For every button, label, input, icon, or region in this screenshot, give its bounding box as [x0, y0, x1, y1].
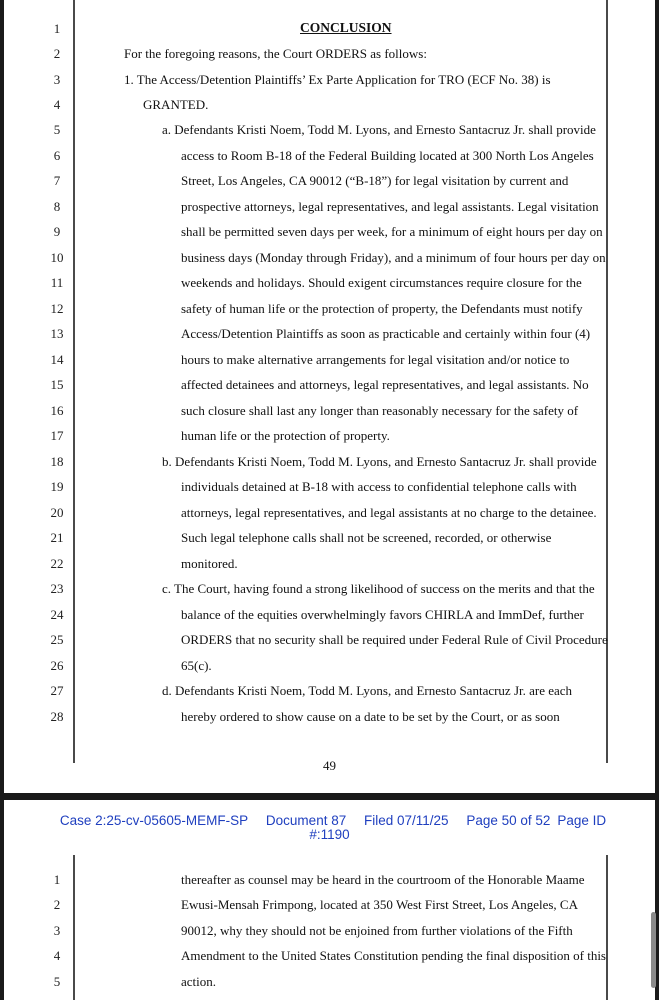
- text-line: c. The Court, having found a strong likelihood of success on the merits and that the: [162, 581, 595, 596]
- line-number: 12: [50, 301, 64, 316]
- text-line: 65(c).: [181, 658, 212, 673]
- text-line: individuals detained at B-18 with access to confidential telephone calls with: [181, 479, 577, 494]
- line-number: 1: [53, 21, 61, 36]
- ecf-filing-header: [4, 814, 655, 842]
- text-line: b. Defendants Kristi Noem, Todd M. Lyons, and Ernesto Santacruz Jr. shall provide: [162, 454, 597, 469]
- text-line: For the foregoing reasons, the Court ORDERS as follows:: [124, 46, 427, 61]
- text-line: weekends and holidays. Should exigent circumstances require closure for the: [181, 275, 582, 290]
- line-number: 3: [53, 72, 61, 87]
- text-line: balance of the equities overwhelmingly favors CHIRLA and ImmDef, further: [181, 607, 584, 622]
- line-number: 10: [50, 250, 64, 265]
- document-page-49: [4, 0, 655, 793]
- text-line: d. Defendants Kristi Noem, Todd M. Lyons, and Ernesto Santacruz Jr. are each: [162, 683, 573, 698]
- line-number: 4: [53, 948, 61, 963]
- line-number: 14: [50, 352, 64, 367]
- text-line: business days (Monday through Friday), and a minimum of four hours per day on: [181, 250, 606, 265]
- left-margin-rule: [73, 855, 75, 1000]
- text-line: a. Defendants Kristi Noem, Todd M. Lyons, and Ernesto Santacruz Jr. shall provide: [162, 122, 596, 137]
- line-number: 4: [53, 97, 61, 112]
- line-number: 26: [50, 658, 64, 673]
- right-margin-rule: [606, 0, 608, 763]
- text-line: human life or the protection of property.: [181, 428, 390, 443]
- text-line: action.: [181, 974, 217, 989]
- line-number: 9: [53, 224, 61, 239]
- line-number: 5: [53, 122, 61, 137]
- filed-date: Filed 07/11/25: [363, 813, 449, 828]
- text-line: attorneys, legal representatives, and legal assistants at no charge to the detainee.: [181, 505, 597, 520]
- text-line: Access/Detention Plaintiffs as soon as practicable and certainly within four (4): [181, 326, 591, 341]
- page-number: 49: [323, 758, 336, 773]
- right-margin-rule: [606, 855, 608, 1000]
- line-number: 21: [50, 530, 64, 545]
- text-line: monitored.: [181, 556, 238, 571]
- case-number: Case 2:25-cv-05605-MEMF-SP: [59, 813, 249, 828]
- line-number: 7: [53, 173, 61, 188]
- line-number: 6: [53, 148, 61, 163]
- page-id-label: Page ID: [557, 813, 607, 828]
- line-number: 20: [50, 505, 64, 520]
- text-line: such closure shall last any longer than reasonably necessary for the safety of: [181, 403, 579, 418]
- text-line: hereby ordered to show cause on a date to be set by the Court, or as soon: [181, 709, 560, 724]
- page-count: Page 50 of 52: [466, 813, 551, 828]
- text-line: Such legal telephone calls shall not be screened, recorded, or otherwise: [181, 530, 552, 545]
- line-number: 28: [50, 709, 64, 724]
- left-margin-rule: [73, 0, 75, 763]
- line-number: 2: [53, 46, 61, 61]
- line-number: 11: [50, 275, 64, 290]
- line-number: 27: [50, 683, 64, 698]
- line-number: 24: [50, 607, 64, 622]
- text-line: Street, Los Angeles, CA 90012 (“B-18”) for legal visitation by current and: [181, 173, 569, 188]
- line-number: 16: [50, 403, 64, 418]
- text-line: safety of human life or the protection of property, the Defendants must notify: [181, 301, 583, 316]
- text-line: Ewusi-Mensah Frimpong, located at 350 West First Street, Los Angeles, CA: [181, 897, 578, 912]
- text-line: Amendment to the United States Constitution pending the final disposition of this: [181, 948, 606, 963]
- text-line: access to Room B-18 of the Federal Building located at 300 North Los Angeles: [181, 148, 594, 163]
- text-line: shall be permitted seven days per week, for a minimum of eight hours per day on: [181, 224, 603, 239]
- line-number: 15: [50, 377, 64, 392]
- line-number: 3: [53, 923, 61, 938]
- line-number: 19: [50, 479, 64, 494]
- line-number: 23: [50, 581, 64, 596]
- text-line: thereafter as counsel may be heard in the courtroom of the Honorable Maame: [181, 872, 585, 887]
- text-line: GRANTED.: [143, 97, 209, 112]
- line-number: 13: [50, 326, 64, 341]
- line-number: 5: [53, 974, 61, 989]
- section-heading: CONCLUSION: [300, 20, 392, 35]
- text-line: hours to make alternative arrangements for legal visitation and/or notice to: [181, 352, 570, 367]
- text-line: ORDERS that no security shall be required under Federal Rule of Civil Procedure: [181, 632, 608, 647]
- text-line: 1. The Access/Detention Plaintiffs’ Ex Parte Application for TRO (ECF No. 38) is: [124, 72, 551, 87]
- line-number: 17: [50, 428, 64, 443]
- document-number: Document 87: [265, 813, 347, 828]
- text-line: prospective attorneys, legal representatives, and legal assistants. Legal visitation: [181, 199, 599, 214]
- line-number: 25: [50, 632, 64, 647]
- document-page-50: [4, 800, 655, 1000]
- line-number: 8: [53, 199, 61, 214]
- text-line: affected detainees and attorneys, legal representatives, and legal assistants. No: [181, 377, 589, 392]
- line-number: 1: [53, 872, 61, 887]
- line-number: 18: [50, 454, 64, 469]
- text-line: 90012, why they should not be enjoined from further violations of the Fifth: [181, 923, 573, 938]
- line-number: 22: [50, 556, 64, 571]
- scrollbar-thumb[interactable]: [651, 912, 656, 988]
- page-id-number: #:1190: [309, 827, 350, 842]
- line-number: 2: [53, 897, 61, 912]
